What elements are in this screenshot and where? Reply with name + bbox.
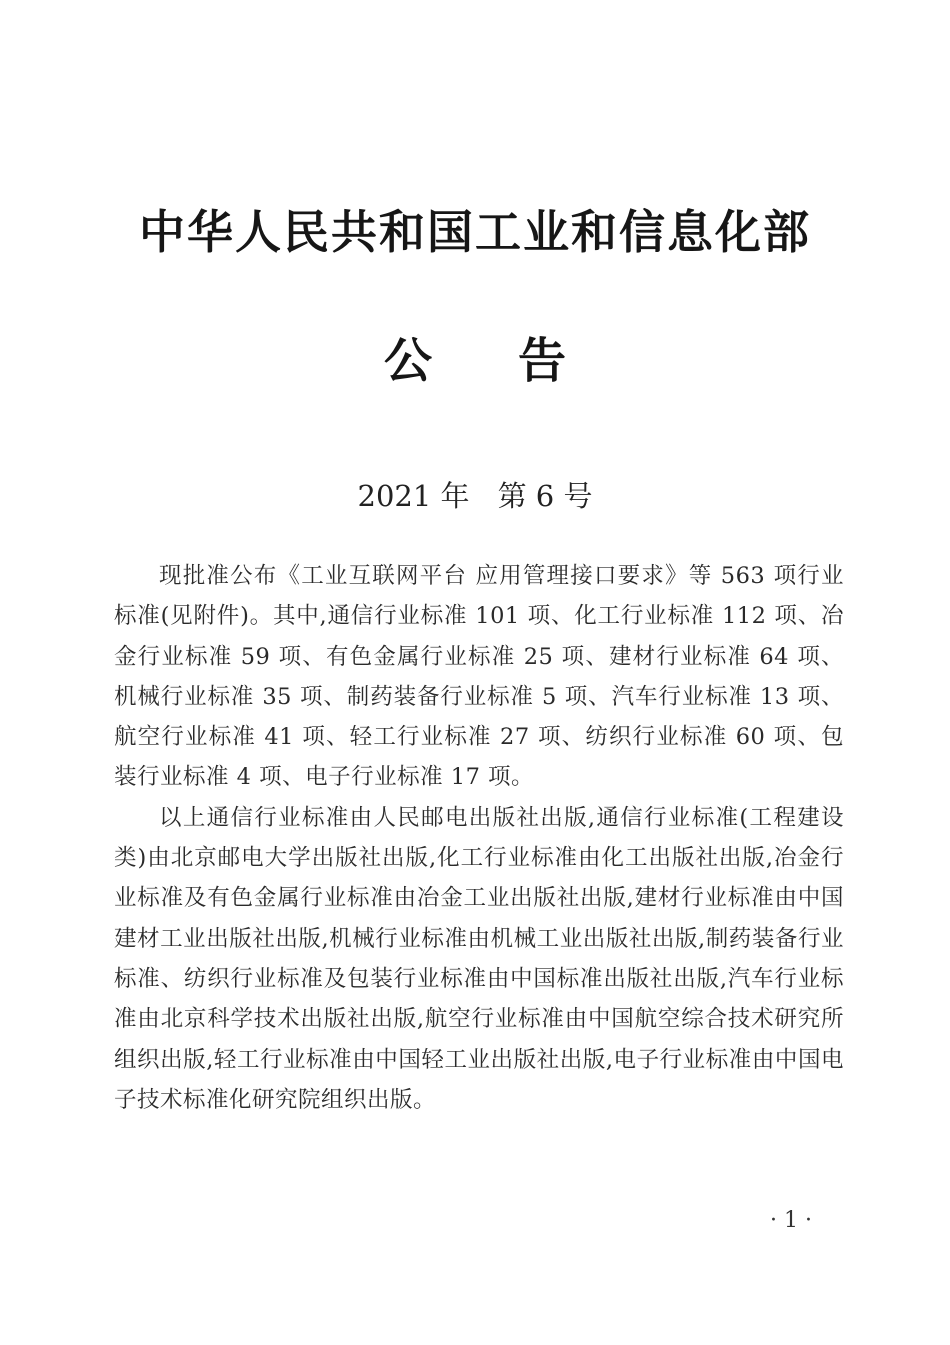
notice-title-char-2: 告 — [518, 333, 567, 389]
body-paragraph-2: 以上通信行业标准由人民邮电出版社出版,通信行业标准(工程建设类)由北京邮电大学出版社出版,化工行业标准由化工出版社出版,冶金行业标准及有色金属行业标准由冶金工业出版社出版,建材行业标准由中国建材工业出版社出版,机械行业标准由机械工业出版社出版,制药装备行业标准、纺织行业标准及包装行业标准由中国标准出版社出版,汽车行业标准由北京科学技术出版社出版,航空行业标准由中国航空综合技术研究所组织出版,轻工行业标准由中国轻工业出版社出版,电子行业标准由中国电子技术标准化研究院组织出版。 — [114, 804, 844, 1113]
document-number — [0, 474, 950, 515]
document-issue: 第 6 号 — [497, 479, 593, 513]
notice-title — [0, 322, 950, 391]
notice-title-char-1: 公 — [383, 333, 432, 389]
ministry-heading: 中华人民共和国工业和信息化部 — [139, 205, 811, 259]
body-paragraph-1: 现批准公布《工业互联网平台 应用管理接口要求》等 563 项行业标准(见附件)。其中,通信行业标准 101 项、化工行业标准 112 项、冶金行业标准 59 项、有色金属行业标准 25 项、建材行业标准 64 项、机械行业标准 35 项、制药装备行业标准 5 项、汽车行业标准 13 项、航空行业标准 41 项、轻工行业标准 27 项、纺织行业标准 60 项、包装行业标准 4 项、电子行业标准 17 项。 — [114, 563, 844, 791]
page-number: · 1 · — [770, 1208, 812, 1233]
body-text — [114, 556, 844, 1120]
document-year: 2021 年 — [357, 479, 470, 513]
